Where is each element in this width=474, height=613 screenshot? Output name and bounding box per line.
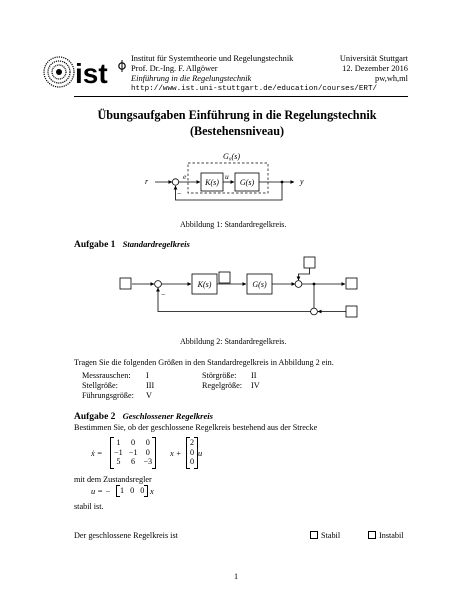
fig1-u-label: u	[225, 172, 229, 181]
quantity-value-4: IV	[251, 381, 260, 390]
fig1-feedback-path	[176, 182, 283, 200]
quantity-value-5: V	[146, 391, 152, 400]
header-date: 12. Dezember 2016	[342, 64, 408, 73]
header-course: Einführung in die Regelungstechnik	[131, 74, 252, 83]
task1-title: Standardregelkreis	[122, 239, 190, 249]
fig2-sum-disturbance	[295, 281, 302, 288]
stability-question: stabil ist.	[74, 502, 104, 511]
figure-2-caption: Abbildung 2: Standardregelkreis.	[180, 337, 287, 346]
fig2-sum-1	[155, 281, 162, 288]
ist-logo	[40, 52, 130, 92]
quantity-value-3: III	[146, 381, 155, 390]
task2-number: Aufgabe 2	[74, 412, 116, 422]
controller-eq-x: x	[150, 487, 154, 496]
fig2-feedback-path	[158, 288, 311, 312]
header-authors: pw,wh,ml	[375, 74, 408, 83]
header-professor: Prof. Dr.-Ing. F. Allgöwer	[131, 64, 218, 73]
fig2-box-reference[interactable]	[120, 278, 131, 289]
quantity-label-2: Störgröße:	[202, 371, 237, 380]
fig2-minus-sign: −	[161, 290, 166, 299]
vector-k	[116, 485, 148, 497]
fig1-k-label: K(s)	[205, 178, 219, 187]
fig2-box-disturbance[interactable]	[304, 257, 315, 268]
vector-b	[186, 437, 198, 469]
a12: 0	[131, 438, 136, 447]
quantity-label-3: Stellgröße:	[82, 381, 118, 390]
fig2-k-label: K(s)	[197, 280, 212, 289]
header-rule	[74, 96, 408, 97]
logo-text: ist	[75, 58, 108, 89]
fig2-sum-noise	[311, 308, 318, 315]
a13: 0	[145, 438, 150, 447]
b1: 2	[190, 438, 195, 447]
task1-number: Aufgabe 1	[74, 240, 116, 250]
fig1-minus-sign: −	[177, 189, 182, 198]
b3: 0	[190, 457, 195, 466]
controller-intro: mit dem Zustandsregler	[74, 475, 152, 484]
k3: 0	[140, 486, 145, 495]
a11: 1	[116, 438, 121, 447]
header-university: Universität Stuttgart	[339, 54, 408, 63]
a23: 0	[145, 447, 150, 457]
quantity-value-2: II	[251, 371, 257, 380]
a32: 6	[131, 457, 136, 466]
option-stable[interactable]	[310, 531, 340, 540]
matrix-a	[110, 437, 156, 469]
task2-title: Geschlossener Regelkreis	[122, 411, 214, 421]
quantity-label-4: Regelgröße:	[202, 381, 243, 390]
fig2-box-noise[interactable]	[346, 306, 357, 317]
unstable-checkbox[interactable]	[368, 531, 376, 539]
fig1-e-label: e	[183, 172, 187, 181]
a33: −3	[143, 457, 153, 466]
fig1-branch-dot	[281, 181, 284, 184]
header-institute: Institut für Systemtheorie und Regelungstechnik	[131, 54, 294, 63]
a31: 5	[116, 457, 121, 466]
quantity-label-5: Führungsgröße:	[82, 391, 134, 400]
page-subtitle: (Bestehensniveau)	[189, 124, 285, 138]
figure-2-diagram	[115, 252, 365, 324]
fig2-g-label: G(s)	[252, 280, 267, 289]
controller-eq-lhs: u = −	[91, 487, 111, 496]
task1-heading	[74, 239, 190, 250]
option-unstable[interactable]	[368, 531, 404, 540]
stable-checkbox[interactable]	[310, 531, 318, 539]
page-number: 1	[234, 572, 239, 581]
task1-instruction: Tragen Sie die folgenden Größen in den Standardregelkreis in Abbildung 2 ein.	[74, 358, 334, 367]
fig2-disturbance-arrow	[299, 268, 310, 280]
fig1-r-label: r	[145, 177, 149, 186]
state-eq-x-plus: x +	[170, 449, 182, 458]
figure-1-caption: Abbildung 1: Standardregelkreis.	[180, 220, 287, 229]
state-eq-u: u	[198, 449, 203, 458]
option-stable-label: Stabil	[321, 531, 341, 540]
header-url[interactable]: http://www.ist.uni-stuttgart.de/education/courses/ERT/	[131, 85, 378, 93]
answer-prompt: Der geschlossene Regelkreis ist	[74, 531, 178, 540]
fig1-g-label: G(s)	[239, 178, 255, 187]
logo-arrow-icon	[119, 60, 125, 72]
a22: −1	[128, 447, 138, 457]
logo-emblem	[44, 57, 74, 87]
quantity-value-1: I	[146, 371, 149, 380]
fig1-sum-junction	[172, 179, 178, 185]
task2-intro: Bestimmen Sie, ob der geschlossene Regelkreis bestehend aus der Strecke	[74, 423, 318, 432]
figure-1-diagram	[110, 146, 350, 206]
task2-heading	[74, 411, 213, 422]
fig2-box-control-signal[interactable]	[219, 272, 230, 283]
state-eq-lhs: ẋ =	[91, 449, 103, 458]
option-unstable-label: Instabil	[379, 531, 404, 540]
b2: 0	[190, 447, 195, 457]
fig1-y-label: y	[300, 177, 304, 186]
fig2-box-output[interactable]	[346, 278, 357, 289]
quantity-label-1: Messrauschen:	[82, 371, 131, 380]
a21: −1	[114, 447, 123, 457]
k2: 0	[130, 486, 135, 495]
k1: 1	[120, 486, 125, 495]
page-title: Übungsaufgaben Einführung in die Regelungstechnik	[97, 108, 377, 122]
fig1-go-label: G₀(s)	[223, 152, 240, 161]
